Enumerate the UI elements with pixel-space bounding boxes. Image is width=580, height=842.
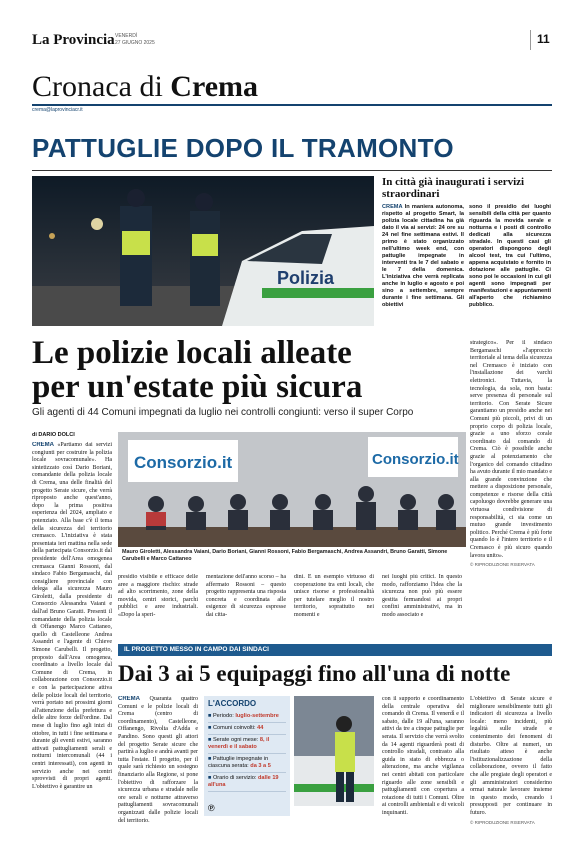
newspaper-logo: La Provincia (32, 32, 115, 48)
section-email: crema@laprovinciacr.it (32, 107, 83, 113)
section-prefix: Cronaca di (32, 70, 163, 103)
accordo-row-label: Pattuglie impegnate in ciascuna serata: (208, 756, 269, 769)
photo-caption: Mauro Giroletti, Alessandra Vaiani, Dario Boriani, Gianni Rossoni, Fabio Bergamaschi, Andrea Assandri, Bruno Garatti, Simone Carubelli e Marco Cattaneo (122, 549, 448, 562)
officer-illustration (294, 696, 374, 806)
accordo-row-label: Periodo: (212, 713, 236, 719)
square-bullet-icon: ■ (208, 725, 213, 731)
main-subheadline: Gli agenti di 44 Comuni impegnati da luglio nei controlli congiunti: verso il super Corpo (32, 407, 414, 418)
accordo-rows (204, 711, 290, 792)
banner-headline: PATTUGLIE DOPO IL TRAMONTO (32, 133, 454, 163)
accordo-row-value: 8, il venerdì e il sabato (208, 737, 270, 750)
section-title (32, 70, 258, 104)
accordo-row (208, 735, 286, 754)
second-col-1: CREMA Quaranta quattro Comuni e le polizie locali di Crema (centro di coordinamento), Castelleone, Offanengo, Rivolta d'Adda e Pandino. Sono questi gli attori del progetto Serate sicure che partirà a luglio e andrà avanti per tutta l'estate. Il progetto, per il quale sarà richiesto un sostegno finanziario alla Regione, si pone l'obiettivo di rafforzare la sicurezza urbana e stradale nelle ore serali e notturne attraverso pattugliamenti sovracomunali organizzati dalle polizie locali del territorio. (118, 696, 198, 824)
sidebar-title: In città già inaugurati i servizi straordinari (382, 176, 525, 200)
section-city: Crema (170, 70, 259, 103)
accordo-row-label: Serate ogni mese: (212, 737, 260, 743)
main-right-col: strategico». Per il sindaco Bergamaschi «l'approccio territoriale al tema della sicurezza nel Cremasco è iniziato con l'installazione dei varchi elettronici. Tuttavia, la tecnologia, da sola, non basta: serve presenza di personale sul territorio. Con Serate Sicure garantiamo un presidio anche nei Comuni più piccoli, privi di un proprio corpo di polizia locale, grazie a uno sforzo corale coordinato dal comando di Crema. Ciò è possibile anche grazie al potenziamento che l'organico del comando cittadino ha avuto durante il mio mandato e alla grande convinzione che mettere a disposizione personale, competenze e risorse della città capoluogo dovrebbe generare una virtuosa condivisione di responsabilità, ci sia come un mutuo grande investimento politico. Perché Crema è più forte quando lo è l'intero territorio e il Cremasco è più sicuro quando lavora unito». © RIPRODUZIONE RISERVATA (470, 340, 552, 568)
accordo-logo-icon: ℗ (208, 803, 215, 813)
masthead (32, 30, 552, 52)
accordo-title: L'ACCORDO (208, 699, 257, 708)
square-bullet-icon: ■ (208, 756, 213, 762)
accordo-row-value: 44 (257, 725, 264, 731)
masthead-date: 27 GIUGNO 2025 (115, 40, 155, 46)
sidebar-box (382, 176, 552, 326)
byline: di DARIO DOLCI (32, 432, 75, 438)
accordo-row (208, 723, 286, 735)
sidebar-tag: CREMA (382, 204, 403, 210)
accordo-row-value: luglio-settembre (235, 713, 279, 719)
masthead-divider (530, 30, 531, 50)
main-col-3: mentazione dell'anno scorso – ha affermato Rossoni – questo progetto rappresenta una risposta concreta e coordinata alle esigenze di sicurezza espresse dai citta- (206, 574, 286, 618)
accordo-box (204, 696, 290, 816)
accordo-row-label: Orario di servizio: (212, 775, 259, 781)
police-photo-illustration (32, 176, 374, 326)
accordo-row-label: Comuni coinvolti: (212, 725, 258, 731)
accordo-row (208, 711, 286, 723)
accordo-row (208, 754, 286, 773)
svg-text:Consorzio.it: Consorzio.it (372, 451, 459, 468)
accordo-row-value: dalle 19 all'una (208, 775, 279, 788)
second-col-4: L'obiettivo di Serate sicure è migliorare sensibilmente tutti gli indicatori di sicurezza a livello locale: meno incidenti, più legalità sulle strade e contenimento dei fenomeni di disturbo. Oltre ai numeri, un risultato atteso è anche l'istituzionalizzazione della collaborazione, ovvero il fatto che alle pregiate degli operatori e gli amministratori considerino ormai naturale lavorare insieme in questo modo, creando i presupposti per continuare in futuro. © RIPRODUZIONE RISERVATA (470, 696, 552, 825)
second-col-3: con il supporto e coordinamento della centrale operativa del comando di Crema. Il venerdì e il sabato, dalle 19 all'una, saranno attivi da tre a cinque pattuglie per serata. Il servizio che verrà svolto da 14 agenti riguarderà posti di controllo stradali, contrasto alla guida in stato di ebbrezza o alterazione, ma anche vigilanza nei centri abitati con particolare riguardo alle zone sensibili e pattugliamenti con copertura a rotazione di tutti i Comuni. Oltre ai controlli ambientali e di veicoli inquinanti. (382, 696, 464, 816)
car-police-text: Polizia (277, 268, 335, 288)
section-rule (32, 104, 552, 106)
banner-rule (32, 170, 552, 171)
sidebar-col-1: CREMA In maniera autonoma, rispetto al progetto Smart, la polizia locale cittadina ha già dato il via ai servizi: 24 ore su 24 nel fine settimana estivi. Il primo è stato organizzato nell'ultimo week end, con pattuglie impegnate in interventi tra le 7 del sabato e le 7 della domenica. L'iniziativa che verrà replicata anche in luglio e agosto e poi sino a settembre, sempre durante i fine settimana. Gli obiettivi (382, 204, 464, 308)
second-headline: Dai 3 ai 5 equipaggi fino all'una di notte (118, 661, 511, 686)
main-col-5: nei luoghi più critici. In questo modo, rafforziamo l'idea che la sicurezza non può più essere gestita fermandosi ai propri confini amministrativi, ma in modo associato e (382, 574, 462, 618)
page-number: 11 (537, 32, 550, 46)
accordo-row (208, 773, 286, 792)
masthead-day: VENERDÌ (115, 33, 138, 39)
patrol-officer-photo (294, 696, 374, 806)
main-headline: Le polizie locali alleate per un'estate più sicura (32, 335, 363, 405)
main-col-2: presidio visibile e efficace delle aree a maggiore rischio: strade ad alto scorrimento, zone della movida, centri storici, parchi pubblici e aree industriali. «Dopo la speri- (118, 574, 198, 618)
sidebar-col-2: sono il presidio dei luoghi sensibili della città per quanto riguarda la movida serale e notturna e i posti di controllo dedicati alla sicurezza stradale. In questi casi gli operatori dispongono degli alcool test, tra cui l'ultimo, appena acquistato e fornito in dotazione alle pattuglie. Ci sono poi le occasioni in cui gli agenti sono impegnati per manifestazioni e appuntamenti all'aperto che richiamino pubblico. (469, 204, 551, 308)
second-kicker: IL PROGETTO MESSO IN CAMPO DAI SINDACI (118, 644, 552, 656)
square-bullet-icon: ■ (208, 737, 213, 743)
main-col-1: CREMA «Partiamo dai servizi congiunti per costruire la polizia locale sovracomunale». Ha sintetizzato così Dario Boriani, comandante della polizia locale di Crema, una delle finalità del progetto Serate sicure, che verrà riproposto anche quest'anno, dopo la prima positiva esperienza del 2024, ampliato e potenziato. Alla base c'è il tema della sicurezza del territorio cremasco. L'iniziativa è stata presentata ieri mattina nella sede della partecipata Consorzio.it dal presidente dell'Area omogenea cremasca Gianni Rossoni, dal sindaco Fabio Bergamaschi, dal consigliere provinciale con delega alla sicurezza Mauro Giroletti, dalla presidente di Consorzio Alessandra Vaiani e dall'ad Bruno Garatti. Presenti il comandante della polizia locale di Offanengo Marco Cattaneo, quello di Castelleone Andrea Assandri e l'agente di Chieve Simone Carubelli. Il progetto, proposto dall'Area omogenea, coordinato a livello locale dal Comune di Crema, in collaborazione con Consorzio.it e con la partecipazione attiva delle polizie locali del territorio, verrà portato nei prossimi giorni all'attenzione della prefettura e delle altre forze dell'ordine. Dal mese di luglio fino agli inizi di ottobre, in tutti i fine settimana e durante gli eventi estivi, saranno attivati pattugliamenti serali e notturni intercomunali (44 i centri interessati), con agenti in servizio anche nei centri sprovvisti di propri agenti. L'obiettivo è garantire un (32, 442, 112, 790)
meeting-photo (118, 432, 466, 570)
main-col-4: dini. È un esempio virtuoso di cooperazione tra enti locali, che unisce risorse e professionalità per tutelare meglio il nostro territorio, soprattutto nei momenti e (294, 574, 374, 618)
svg-text:Consorzio.it: Consorzio.it (134, 453, 233, 472)
police-patrol-photo (32, 176, 374, 326)
accordo-row-value: da 3 a 5 (250, 763, 271, 769)
square-bullet-icon: ■ (208, 713, 213, 719)
square-bullet-icon: ■ (208, 775, 213, 781)
